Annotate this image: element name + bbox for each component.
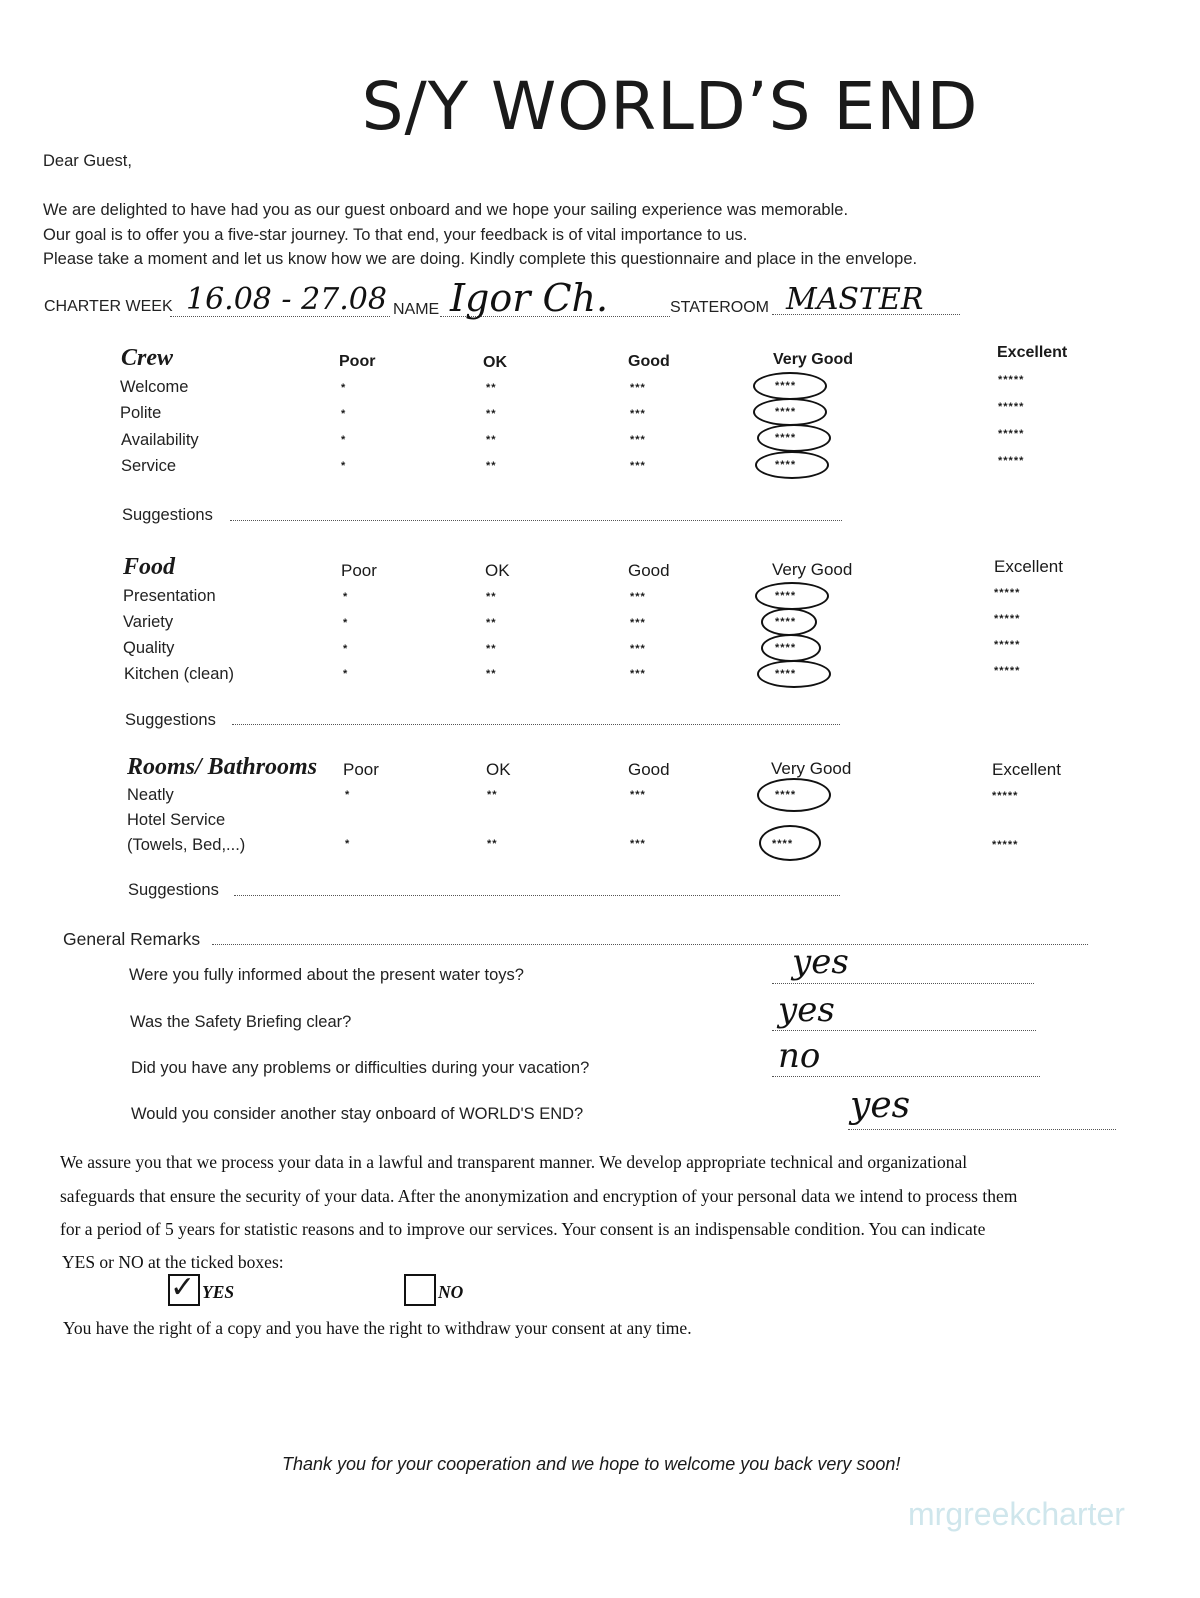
selection-circle: [757, 778, 831, 812]
consent-line-1: We assure you that we process your data in a lawful and transparent manner. We develop appropriate technical and organizational: [60, 1152, 968, 1172]
food-item-kitchen: Kitchen (clean): [124, 665, 235, 683]
food-col-very-good: Very Good: [772, 560, 853, 579]
rating-excellent[interactable]: *****: [998, 374, 1025, 386]
food-item-quality: Quality: [123, 639, 175, 657]
consent-line-3: for a period of 5 years for statistic reasons and to improve our services. Your consent is an indispensable condition. You can indicate: [60, 1219, 986, 1239]
selection-circle: [753, 372, 827, 400]
watermark-logo: mrgreekcharter: [908, 1496, 1125, 1532]
rating-excellent[interactable]: *****: [998, 428, 1025, 440]
question-2: Was the Safety Briefing clear?: [130, 1013, 352, 1031]
general-remarks-label: General Remarks: [63, 929, 201, 949]
rating-excellent[interactable]: *****: [994, 587, 1021, 599]
crew-item-polite: Polite: [120, 404, 162, 422]
rating-good[interactable]: ***: [630, 789, 646, 801]
rating-ok[interactable]: **: [486, 643, 497, 655]
food-col-poor: Poor: [341, 561, 377, 580]
rating-excellent[interactable]: *****: [992, 839, 1019, 851]
rating-poor[interactable]: *: [343, 617, 349, 629]
intro-line-1: We are delighted to have had you as our guest onboard and we hope your sailing experience was memorable.: [43, 201, 849, 219]
consent-no-label: NO: [438, 1282, 464, 1302]
rating-very-good[interactable]: ****: [775, 432, 797, 444]
consent-yes-label: YES: [202, 1282, 235, 1302]
rating-poor[interactable]: *: [341, 382, 347, 394]
food-suggestions-label: Suggestions: [125, 711, 216, 729]
crew-item-availability: Availability: [121, 431, 199, 449]
selection-circle: [761, 608, 817, 636]
crew-suggestions-label: Suggestions: [122, 506, 213, 524]
crew-item-welcome: Welcome: [120, 378, 189, 396]
crew-item-service: Service: [121, 457, 177, 475]
rating-excellent[interactable]: *****: [998, 401, 1025, 413]
rating-ok[interactable]: **: [486, 617, 497, 629]
rating-ok[interactable]: **: [487, 838, 498, 850]
rating-good[interactable]: ***: [630, 382, 646, 394]
crew-col-good: Good: [628, 353, 670, 370]
selection-circle: [753, 398, 827, 426]
rating-ok[interactable]: **: [486, 434, 497, 446]
answer-line-4: [848, 1129, 1116, 1130]
rating-excellent[interactable]: *****: [998, 455, 1025, 467]
rooms-item-neatly: Neatly: [127, 786, 174, 804]
answer-line-2: [772, 1030, 1036, 1031]
rating-good[interactable]: ***: [630, 460, 646, 472]
consent-line-4: YES or NO at the ticked boxes:: [62, 1252, 284, 1272]
rating-excellent[interactable]: *****: [994, 665, 1021, 677]
consent-no-checkbox[interactable]: [404, 1274, 436, 1306]
rating-poor[interactable]: *: [345, 789, 351, 801]
answer-4[interactable]: yes: [850, 1085, 911, 1126]
rooms-col-poor: Poor: [343, 760, 379, 779]
food-col-excellent: Excellent: [994, 557, 1063, 576]
answer-line-3: [772, 1076, 1040, 1077]
rooms-item-towels-bed: (Towels, Bed,...): [127, 836, 246, 854]
name-value[interactable]: Igor Ch.: [450, 276, 609, 320]
thank-you-note: Thank you for your cooperation and we hope to welcome you back very soon!: [282, 1454, 901, 1474]
rooms-suggestions-field[interactable]: [234, 895, 840, 896]
rooms-suggestions-label: Suggestions: [128, 881, 219, 899]
answer-line-1: [772, 983, 1034, 984]
rating-very-good[interactable]: ****: [775, 789, 797, 801]
charter-week-value[interactable]: 16.08 - 27.08: [186, 282, 387, 317]
rating-ok[interactable]: **: [486, 408, 497, 420]
selection-circle: [759, 825, 821, 861]
check-icon: ✓: [170, 1270, 196, 1305]
selection-circle: [757, 424, 831, 452]
rooms-item-hotel-service: Hotel Service: [127, 811, 226, 829]
food-section-title: Food: [123, 554, 176, 580]
crew-col-excellent: Excellent: [997, 344, 1068, 361]
rating-ok[interactable]: **: [486, 382, 497, 394]
selection-circle: [755, 451, 829, 479]
greeting: Dear Guest,: [43, 152, 132, 170]
rating-very-good[interactable]: ****: [775, 668, 797, 680]
rating-poor[interactable]: *: [343, 643, 349, 655]
rating-ok[interactable]: **: [487, 789, 498, 801]
rating-poor[interactable]: *: [343, 591, 349, 603]
rating-very-good[interactable]: ****: [775, 406, 797, 418]
rating-good[interactable]: ***: [630, 617, 646, 629]
rooms-col-very-good: Very Good: [771, 759, 852, 778]
question-3: Did you have any problems or difficulties during your vacation?: [131, 1059, 590, 1077]
stateroom-value[interactable]: MASTER: [786, 282, 924, 317]
selection-circle: [757, 660, 831, 688]
rooms-col-excellent: Excellent: [992, 760, 1061, 779]
crew-suggestions-field[interactable]: [230, 520, 842, 521]
intro-line-3: Please take a moment and let us know how we are doing. Kindly complete this questionnaire and place in the envelope.: [43, 250, 918, 268]
consent-rights: You have the right of a copy and you have the right to withdraw your consent at any time.: [63, 1318, 692, 1338]
answer-2[interactable]: yes: [778, 990, 835, 1030]
rating-ok[interactable]: **: [486, 460, 497, 472]
rating-very-good[interactable]: ****: [775, 616, 797, 628]
food-col-ok: OK: [485, 561, 510, 580]
rating-good[interactable]: ***: [630, 838, 646, 850]
rating-good[interactable]: ***: [630, 643, 646, 655]
selection-circle: [755, 582, 829, 610]
food-suggestions-field[interactable]: [232, 724, 840, 725]
rating-excellent[interactable]: *****: [992, 790, 1019, 802]
crew-col-poor: Poor: [339, 353, 376, 370]
rating-poor[interactable]: *: [345, 838, 351, 850]
stateroom-label: STATEROOM: [670, 299, 769, 316]
rating-good[interactable]: ***: [630, 408, 646, 420]
charter-week-label: CHARTER WEEK: [44, 298, 173, 315]
consent-line-2: safeguards that ensure the security of your data. After the anonymization and encryption of your personal data we intend to process them: [60, 1186, 1018, 1206]
answer-3[interactable]: no: [778, 1036, 821, 1076]
rating-very-good[interactable]: ****: [772, 838, 794, 850]
rating-very-good[interactable]: ****: [775, 642, 797, 654]
rooms-section-title: Rooms/ Bathrooms: [127, 754, 318, 780]
rooms-col-good: Good: [628, 760, 670, 779]
rating-excellent[interactable]: *****: [994, 639, 1021, 651]
rating-good[interactable]: ***: [630, 434, 646, 446]
rating-very-good[interactable]: ****: [775, 590, 797, 602]
question-4: Would you consider another stay onboard of WORLD'S END?: [131, 1105, 584, 1123]
selection-circle: [761, 634, 821, 662]
crew-section-title: Crew: [121, 345, 174, 371]
rating-very-good[interactable]: ****: [775, 459, 797, 471]
rating-good[interactable]: ***: [630, 668, 646, 680]
intro-line-2: Our goal is to offer you a five-star journey. To that end, your feedback is of vital importance to us.: [43, 226, 748, 244]
rooms-col-ok: OK: [486, 760, 511, 779]
general-remarks-field[interactable]: [212, 944, 1088, 945]
crew-col-ok: OK: [483, 354, 507, 371]
food-item-variety: Variety: [123, 613, 174, 631]
rating-poor[interactable]: *: [341, 408, 347, 420]
food-col-good: Good: [628, 561, 670, 580]
rating-very-good[interactable]: ****: [775, 380, 797, 392]
name-label: NAME: [393, 301, 440, 318]
rating-excellent[interactable]: *****: [994, 613, 1021, 625]
crew-col-very-good: Very Good: [773, 351, 854, 368]
answer-1[interactable]: yes: [792, 942, 849, 982]
rating-ok[interactable]: **: [486, 591, 497, 603]
rating-poor[interactable]: *: [341, 434, 347, 446]
rating-ok[interactable]: **: [486, 668, 497, 680]
question-1: Were you fully informed about the present water toys?: [129, 966, 524, 984]
rating-poor[interactable]: *: [341, 460, 347, 472]
page-title: S/Y WORLD’S END: [361, 68, 979, 145]
food-item-presentation: Presentation: [123, 587, 216, 605]
rating-good[interactable]: ***: [630, 591, 646, 603]
rating-poor[interactable]: *: [343, 668, 349, 680]
